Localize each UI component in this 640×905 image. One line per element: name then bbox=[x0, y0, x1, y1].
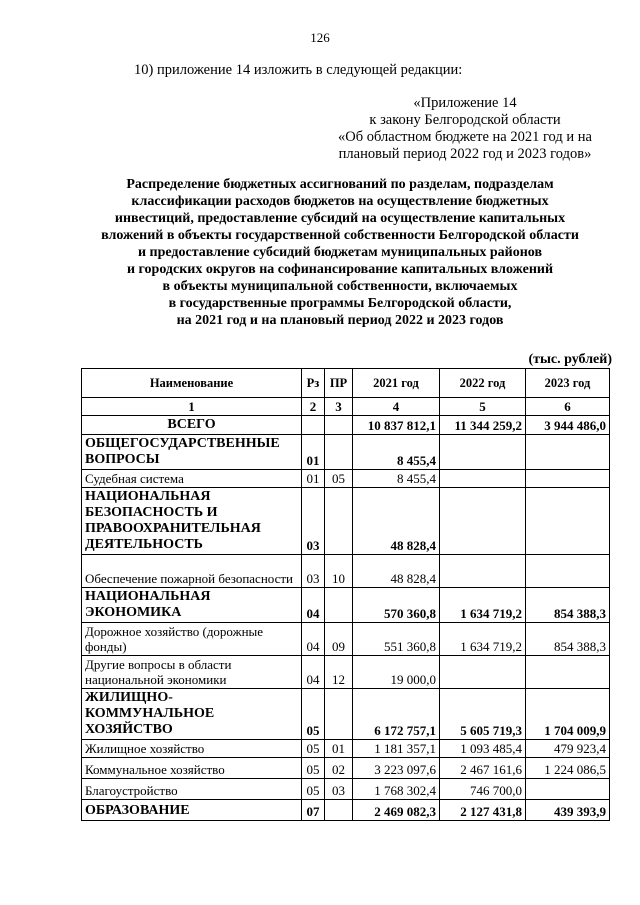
row-pr bbox=[325, 689, 353, 740]
row-pr: 03 bbox=[325, 779, 353, 800]
title-line: вложений в объекты государственной собственности Белгородской области bbox=[101, 228, 579, 243]
appendix-line: «Приложение 14 bbox=[413, 95, 517, 111]
title-line: в объекты муниципальной собственности, включаемых bbox=[162, 279, 518, 294]
row-2023 bbox=[526, 555, 610, 588]
row-rz: 05 bbox=[302, 779, 325, 800]
column-number: 6 bbox=[526, 398, 610, 416]
appendix-line: к закону Белгородской области bbox=[369, 112, 561, 128]
row-name: ОБЩЕГОСУДАРСТВЕННЫЕ ВОПРОСЫ bbox=[82, 435, 302, 470]
row-2022 bbox=[440, 470, 526, 488]
row-2021: 48 828,4 bbox=[353, 555, 440, 588]
row-name: НАЦИОНАЛЬНАЯ БЕЗОПАСНОСТЬ И ПРАВООХРАНИТЕЛЬНАЯ ДЕЯТЕЛЬНОСТЬ bbox=[82, 488, 302, 555]
title-line: классификации расходов бюджетов на осуществление бюджетных bbox=[131, 194, 549, 209]
row-2023: 479 923,4 bbox=[526, 740, 610, 758]
row-2022: 1 093 485,4 bbox=[440, 740, 526, 758]
table-row bbox=[82, 656, 610, 689]
row-pr: 01 bbox=[325, 740, 353, 758]
row-pr: 09 bbox=[325, 623, 353, 656]
row-2021: 6 172 757,1 bbox=[353, 689, 440, 740]
table-header-row bbox=[82, 369, 610, 398]
units-label: (тыс. рублей) bbox=[528, 352, 612, 367]
table-row-section bbox=[82, 435, 610, 470]
row-name: Другие вопросы в области национальной экономики bbox=[82, 656, 302, 689]
table-row bbox=[82, 779, 610, 800]
intro-text: 10) приложение 14 изложить в следующей редакции: bbox=[134, 62, 463, 78]
row-pr bbox=[325, 588, 353, 623]
title-line: и предоставление субсидий бюджетам муниципальных районов bbox=[137, 245, 543, 260]
title-line: инвестиций, предоставление субсидий на осуществление капитальных bbox=[114, 211, 566, 226]
row-2021: 3 223 097,6 bbox=[353, 758, 440, 779]
table-row-total bbox=[82, 416, 610, 435]
row-2021: 570 360,8 bbox=[353, 588, 440, 623]
row-2022 bbox=[440, 656, 526, 689]
row-2022: 1 634 719,2 bbox=[440, 588, 526, 623]
table-row-section bbox=[82, 588, 610, 623]
row-2023 bbox=[526, 435, 610, 470]
row-2022: 746 700,0 bbox=[440, 779, 526, 800]
column-header: Наименование bbox=[82, 369, 302, 398]
row-2023: 854 388,3 bbox=[526, 623, 610, 656]
column-header: 2023 год bbox=[526, 369, 610, 398]
column-number: 4 bbox=[353, 398, 440, 416]
row-rz: 07 bbox=[302, 800, 325, 821]
row-2023 bbox=[526, 656, 610, 689]
row-rz: 01 bbox=[302, 470, 325, 488]
row-rz: 03 bbox=[302, 488, 325, 555]
column-number: 1 bbox=[82, 398, 302, 416]
row-rz: 04 bbox=[302, 656, 325, 689]
row-2021: 10 837 812,1 bbox=[353, 416, 440, 435]
page-number: 126 bbox=[310, 30, 330, 45]
title-line: Распределение бюджетных ассигнований по разделам, подразделам bbox=[126, 177, 554, 192]
row-pr: 12 bbox=[325, 656, 353, 689]
row-rz bbox=[302, 416, 325, 435]
row-name: Коммунальное хозяйство bbox=[82, 758, 302, 779]
row-2022: 2 467 161,6 bbox=[440, 758, 526, 779]
row-2023: 854 388,3 bbox=[526, 588, 610, 623]
row-2021: 48 828,4 bbox=[353, 488, 440, 555]
row-rz: 05 bbox=[302, 758, 325, 779]
row-2023: 3 944 486,0 bbox=[526, 416, 610, 435]
column-number: 2 bbox=[302, 398, 325, 416]
title-line: и городских округов на софинансирование капитальных вложений bbox=[126, 262, 554, 277]
column-number-row bbox=[82, 398, 610, 416]
column-header: 2022 год bbox=[440, 369, 526, 398]
table-row-section bbox=[82, 800, 610, 821]
row-2021: 1 181 357,1 bbox=[353, 740, 440, 758]
row-2023: 1 224 086,5 bbox=[526, 758, 610, 779]
row-2021: 2 469 082,3 bbox=[353, 800, 440, 821]
row-name: ОБРАЗОВАНИЕ bbox=[82, 800, 302, 821]
row-pr: 05 bbox=[325, 470, 353, 488]
row-2021: 1 768 302,4 bbox=[353, 779, 440, 800]
row-name: Жилищное хозяйство bbox=[82, 740, 302, 758]
row-name: ЖИЛИЩНО-КОММУНАЛЬНОЕ ХОЗЯЙСТВО bbox=[82, 689, 302, 740]
row-2023: 439 393,9 bbox=[526, 800, 610, 821]
row-name: Судебная система bbox=[82, 470, 302, 488]
table-row bbox=[82, 555, 610, 588]
table-row bbox=[82, 758, 610, 779]
appendix-line: «Об областном бюджете на 2021 год и на bbox=[338, 129, 592, 145]
row-2022 bbox=[440, 488, 526, 555]
column-header: ПР bbox=[325, 369, 353, 398]
title-line: в государственные программы Белгородской области, bbox=[168, 296, 512, 311]
row-2021: 551 360,8 bbox=[353, 623, 440, 656]
row-2022: 1 634 719,2 bbox=[440, 623, 526, 656]
row-rz: 05 bbox=[302, 740, 325, 758]
title-line: на 2021 год и на плановый период 2022 и 2023 годов bbox=[176, 313, 504, 328]
row-name: НАЦИОНАЛЬНАЯ ЭКОНОМИКА bbox=[82, 588, 302, 623]
row-2021: 8 455,4 bbox=[353, 435, 440, 470]
row-pr bbox=[325, 435, 353, 470]
table-row bbox=[82, 623, 610, 656]
appendix-reference bbox=[300, 95, 630, 163]
document-title bbox=[60, 176, 620, 329]
column-number: 3 bbox=[325, 398, 353, 416]
row-pr bbox=[325, 416, 353, 435]
table-row bbox=[82, 470, 610, 488]
column-number: 5 bbox=[440, 398, 526, 416]
row-rz: 01 bbox=[302, 435, 325, 470]
row-name: Обеспечение пожарной безопасности bbox=[82, 555, 302, 588]
row-pr bbox=[325, 488, 353, 555]
row-2023 bbox=[526, 488, 610, 555]
row-pr bbox=[325, 800, 353, 821]
row-name: Дорожное хозяйство (дорожные фонды) bbox=[82, 623, 302, 656]
appendix-line: плановый период 2022 год и 2023 годов» bbox=[338, 146, 592, 162]
row-rz: 05 bbox=[302, 689, 325, 740]
row-2023: 1 704 009,9 bbox=[526, 689, 610, 740]
row-2022: 5 605 719,3 bbox=[440, 689, 526, 740]
row-rz: 04 bbox=[302, 623, 325, 656]
row-rz: 03 bbox=[302, 555, 325, 588]
row-2023 bbox=[526, 779, 610, 800]
row-2022 bbox=[440, 555, 526, 588]
column-header: 2021 год bbox=[353, 369, 440, 398]
row-pr: 02 bbox=[325, 758, 353, 779]
row-2023 bbox=[526, 470, 610, 488]
row-2022: 11 344 259,2 bbox=[440, 416, 526, 435]
row-rz: 04 bbox=[302, 588, 325, 623]
row-2022 bbox=[440, 435, 526, 470]
table-row-section bbox=[82, 488, 610, 555]
row-2022: 2 127 431,8 bbox=[440, 800, 526, 821]
column-header: Рз bbox=[302, 369, 325, 398]
table-row bbox=[82, 740, 610, 758]
row-name: ВСЕГО bbox=[82, 416, 302, 435]
row-2021: 19 000,0 bbox=[353, 656, 440, 689]
table-row-section bbox=[82, 689, 610, 740]
budget-table bbox=[81, 368, 610, 821]
row-pr: 10 bbox=[325, 555, 353, 588]
row-name: Благоустройство bbox=[82, 779, 302, 800]
row-2021: 8 455,4 bbox=[353, 470, 440, 488]
